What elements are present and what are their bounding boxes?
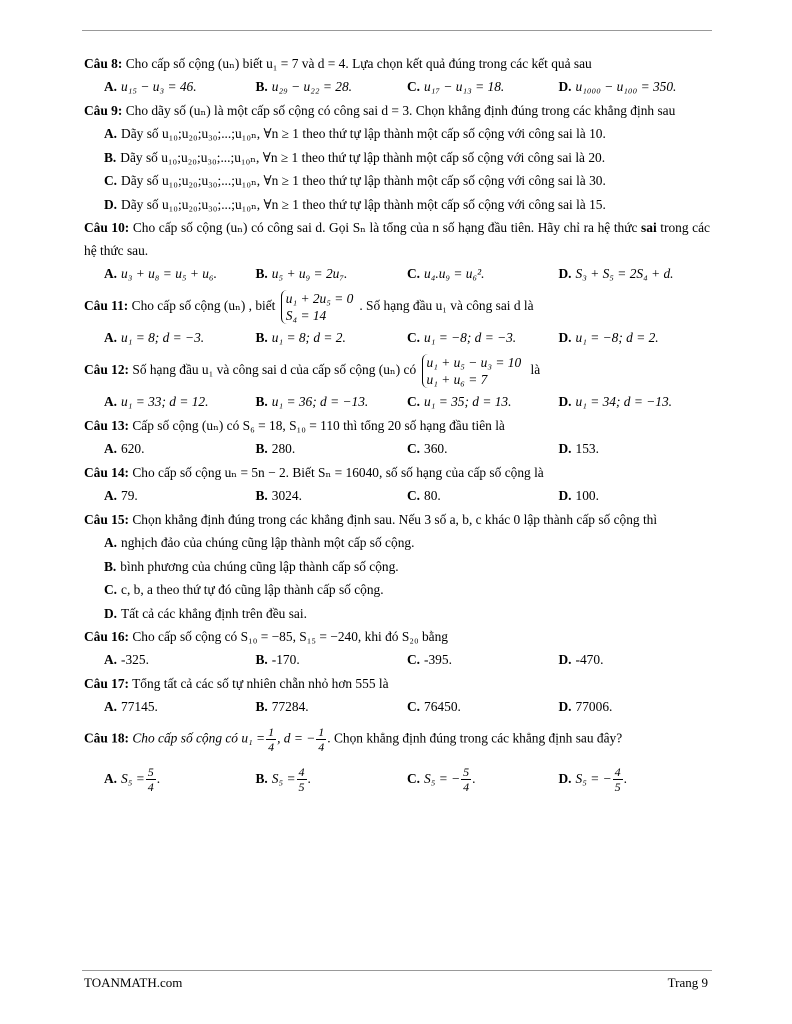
question-label: Câu 17: — [84, 676, 130, 691]
question-text: Cho cấp số cộng có S₁₀ = −85, S₁₅ = −240, khi đó S₂₀ bằng — [132, 629, 448, 644]
question-list — [84, 52, 710, 794]
question-label: Câu 11: — [84, 298, 129, 314]
emphasis-sai: sai — [641, 220, 657, 235]
option-d: D. Dãy số u₁₀;u₂₀;u₃₀;...;u₁₀ₙ, ∀n ≥ 1 theo thứ tự lập thành một cấp số cộng với công sai là 15. — [104, 196, 606, 212]
option-c: C. u₄.u₉ = u₆². — [407, 266, 485, 281]
option-b: B. -170. — [255, 652, 300, 667]
option-b: B. 77284. — [255, 699, 309, 714]
option-c: C. c, b, a theo thứ tự đó cũng lập thành cấp số cộng. — [104, 582, 384, 597]
question-text: Cho cấp số cộng uₙ = 5n − 2. Biết Sₙ = 16040, số số hạng của cấp số cộng là — [132, 465, 544, 480]
question-label: Câu 9: — [84, 103, 123, 118]
question-text: Cấp số cộng (uₙ) có S₆ = 18, S₁₀ = 110 thì tổng 20 số hạng đầu tiên là — [132, 418, 505, 433]
question-8 — [84, 52, 710, 99]
option-a: A. u₁ = 8; d = −3. — [104, 330, 205, 345]
fraction: $\frac{1}{4}$ — [318, 725, 325, 754]
question-18: Câu 18: Cho cấp số cộng có u₁ = $\frac{1}{4}$ , d = − $\frac{1}{4}$ . Chọn khẳng định đúng trong các khẳng định sau đây? A. S₅ = $\frac{5}{4}$ . B. S₅ = $\frac{4}{5}$ . C. S₅ = − $\frac{5}{4}$ . D. S₅ = − $\frac{4}{5}$ . — [84, 725, 710, 794]
equation-system: u₁ + u₅ − u₃ = 10 u₁ + u₆ = 7 — [422, 354, 526, 388]
question-15 — [84, 508, 710, 625]
option-a: A. S₅ = $\frac{5}{4}$ . — [104, 765, 161, 795]
header-rule — [82, 30, 712, 31]
question-label: Câu 15: — [84, 512, 130, 527]
question-label: Câu 18: — [84, 730, 130, 746]
question-10: Câu 10: Cho cấp số cộng (uₙ) có công sai d. Gọi Sₙ là tổng của n số hạng đầu tiên. Hãy chỉ ra hệ thức sai trong các hệ thức sau. A. u₃ + u₈ = u₅ + u₆. B. u₅ + u₉ = 2u₇. C. u₄.u₉ = u₆². D. S₃ + S₅ = 2S₄ + d. — [84, 216, 710, 286]
question-9 — [84, 99, 710, 216]
option-a: A. -325. — [104, 652, 149, 667]
option-b: B. S₅ = $\frac{4}{5}$ . — [255, 765, 311, 795]
question-14 — [84, 461, 710, 508]
option-a: A. Dãy số u₁₀;u₂₀;u₃₀;...;u₁₀ₙ, ∀n ≥ 1 theo thứ tự lập thành một cấp số cộng với công sai là 10. — [104, 126, 606, 141]
equation-system: u₁ + 2u₅ = 0 S₄ = 14 — [281, 290, 358, 324]
option-c: C. -395. — [407, 652, 452, 667]
option-a: A. 620. — [104, 441, 145, 456]
option-d: D. S₅ = − $\frac{4}{5}$ . — [558, 765, 628, 795]
option-d: D. 100. — [558, 488, 599, 503]
question-text: Cho dãy số (uₙ) là một cấp số cộng có công sai d = 3. Chọn khẳng định đúng trong các khẳng định sau — [125, 103, 676, 118]
option-b: B. Dãy số u₁₀;u₂₀;u₃₀;...;u₁₀ₙ, ∀n ≥ 1 theo thứ tự lập thành một cấp số cộng với công sai là 20. — [104, 149, 606, 165]
option-b: B. u₅ + u₉ = 2u₇. — [255, 266, 348, 281]
option-a: A. u₁₅ − u₃ = 46. — [104, 79, 197, 94]
option-a: A. nghịch đảo của chúng cũng lập thành một cấp số cộng. — [104, 535, 415, 550]
option-c: C. u₁ = −8; d = −3. — [407, 330, 517, 345]
option-d: D. u₁ = −8; d = 2. — [558, 330, 659, 345]
question-label: Câu 16: — [84, 629, 130, 644]
option-d: D. 153. — [558, 441, 599, 456]
option-b: B. 3024. — [255, 488, 302, 503]
option-b: B. u₁ = 8; d = 2. — [255, 330, 346, 345]
question-16 — [84, 625, 710, 672]
option-b: B. bình phương của chúng cũng lập thành cấp số cộng. — [104, 558, 399, 574]
option-d: D. Tất cả các khẳng định trên đều sai. — [104, 605, 307, 621]
question-11: Câu 11: Cho cấp số cộng (uₙ) , biết u₁ + 2u₅ = 0 S₄ = 14. Số hạng đầu u₁ và công sai d là A. u₁ = 8; d = −3. B. u₁ = 8; d = 2. C. u₁ = −8; d = −3. D. u₁ = −8; d = 2. — [84, 288, 710, 350]
option-d: D. -470. — [558, 652, 604, 667]
option-b: B. 280. — [255, 441, 296, 456]
question-label: Câu 13: — [84, 418, 130, 433]
option-b: B. u₂₉ − u₂₂ = 28. — [255, 79, 352, 94]
option-a: A. u₁ = 33; d = 12. — [104, 394, 209, 409]
option-c: C. 76450. — [407, 699, 461, 714]
option-b: B. u₁ = 36; d = −13. — [255, 394, 369, 409]
question-label: Câu 12: — [84, 362, 130, 378]
question-label: Câu 14: — [84, 465, 130, 480]
option-c: C. S₅ = − $\frac{5}{4}$ . — [407, 765, 476, 795]
question-17 — [84, 672, 710, 719]
footer-site: TOANMATH.com — [84, 975, 183, 990]
question-text: Cho cấp số cộng (uₙ) biết u₁ = 7 và d = 4. Lựa chọn kết quả đúng trong các kết quả sau — [125, 56, 592, 71]
option-c: C. u₁ = 35; d = 13. — [407, 394, 512, 409]
option-a: A. 77145. — [104, 699, 158, 714]
question-12: Câu 12: Số hạng đầu u₁ và công sai d của cấp số cộng (uₙ) có u₁ + u₅ − u₃ = 10 u₁ + u₆ = 7 là A. u₁ = 33; d = 12. B. u₁ = 36; d = −13. C. u₁ = 35; d = 13. D. u₁ = 34; d = −13. — [84, 352, 710, 414]
question-13 — [84, 414, 710, 461]
option-d: D. S₃ + S₅ = 2S₄ + d. — [558, 266, 674, 281]
fraction: $\frac{1}{4}$ — [268, 725, 275, 754]
option-d: D. u₁ = 34; d = −13. — [558, 394, 673, 409]
option-c: C. 80. — [407, 488, 441, 503]
option-a: A. u₃ + u₈ = u₅ + u₆. — [104, 266, 217, 281]
option-a: A. 79. — [104, 488, 138, 503]
footer-page-number: Trang 9 — [667, 975, 708, 990]
option-c: C. u₁₇ − u₁₃ = 18. — [407, 79, 505, 94]
question-label: Câu 8: — [84, 56, 123, 71]
footer-rule — [82, 970, 712, 971]
question-text: Tổng tất cả các số tự nhiên chẵn nhỏ hơn 555 là — [132, 676, 389, 691]
option-c: C. Dãy số u₁₀;u₂₀;u₃₀;...;u₁₀ₙ, ∀n ≥ 1 theo thứ tự lập thành một cấp số cộng với công sai là 30. — [104, 173, 606, 188]
question-label: Câu 10: — [84, 220, 130, 235]
option-d: D. 77006. — [558, 699, 613, 714]
question-text: Chọn khẳng định đúng trong các khẳng định sau. Nếu 3 số a, b, c khác 0 lập thành cấp số cộng thì — [132, 512, 658, 527]
option-d: D. u₁₀₀₀ − u₁₀₀ = 350. — [558, 79, 677, 94]
option-c: C. 360. — [407, 441, 448, 456]
